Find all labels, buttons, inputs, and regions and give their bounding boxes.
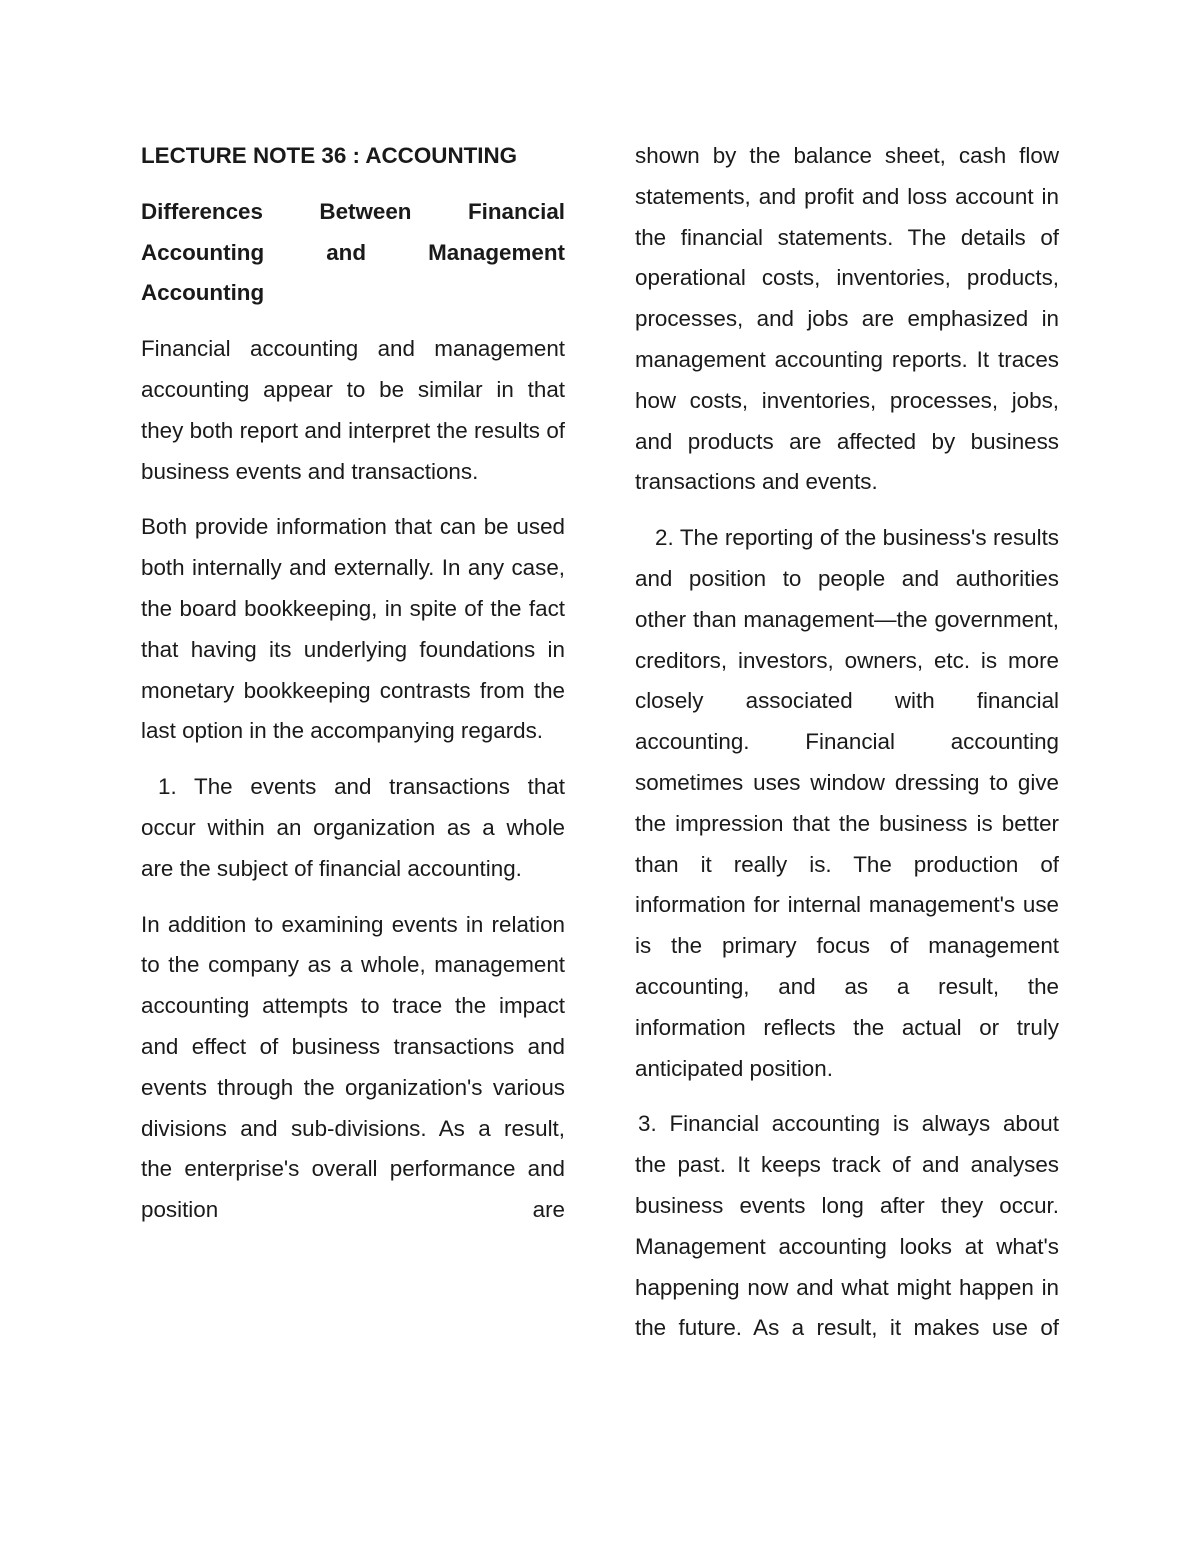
section-heading: Differences Between Financial Accounting and Management Accounting — [141, 198, 565, 306]
lecture-title: LECTURE NOTE 36 : ACCOUNTING — [141, 143, 518, 168]
item-2-number: 2. — [655, 525, 674, 551]
numbered-item-2 — [635, 518, 1059, 1089]
item-1-text: The events and transactions that occur within an organization as a whole are the subject of financial accounting. — [141, 774, 565, 881]
numbered-item-1 — [141, 767, 565, 889]
left-column — [141, 136, 565, 1246]
item-3-number: 3. — [638, 1111, 657, 1137]
left-paragraph-1: Financial accounting and management accounting appear to be similar in that they both report and interpret the results of business events and transactions. — [141, 336, 565, 484]
numbered-item-3 — [635, 1104, 1059, 1349]
item-2-text: The reporting of the business's results and position to people and authorities other than management—the government, creditors, investors, owners, etc. is more closely associated with financial accounting. Financial accounting sometimes uses window dressing to give the impression that the business is better than it really is. The production of information for internal management's use is the primary focus of management accounting, and as a result, the information reflects the actual or truly anticipated position. — [635, 525, 1059, 1081]
right-paragraph-1: shown by the balance sheet, cash flow statements, and profit and loss account in the financial statements. The details of operational costs, inventories, products, processes, and jobs are emphasized in management accounting reports. It traces how costs, inventories, processes, jobs, and products are affected by business transactions and events. — [635, 143, 1059, 495]
left-paragraph-2: Both provide information that can be used both internally and externally. In any case, the board bookkeeping, in spite of the fact that having its underlying foundations in monetary bookkeeping contrasts from the last option in the accompanying regards. — [141, 514, 565, 744]
item-3-text: Financial accounting is always about the past. It keeps track of and analyses business events long after they occur. Management accounting looks at what's happening now and what might happen in the future. As a result, it makes use of — [635, 1111, 1059, 1341]
right-column — [635, 136, 1059, 1364]
left-paragraph-3: In addition to examining events in relation to the company as a whole, management accounting attempts to trace the impact and effect of business transactions and events through the organization's various divisions and sub-divisions. As a result, the enterprise's overall performance and position are — [141, 911, 565, 1223]
item-1-number: 1. — [158, 774, 177, 800]
